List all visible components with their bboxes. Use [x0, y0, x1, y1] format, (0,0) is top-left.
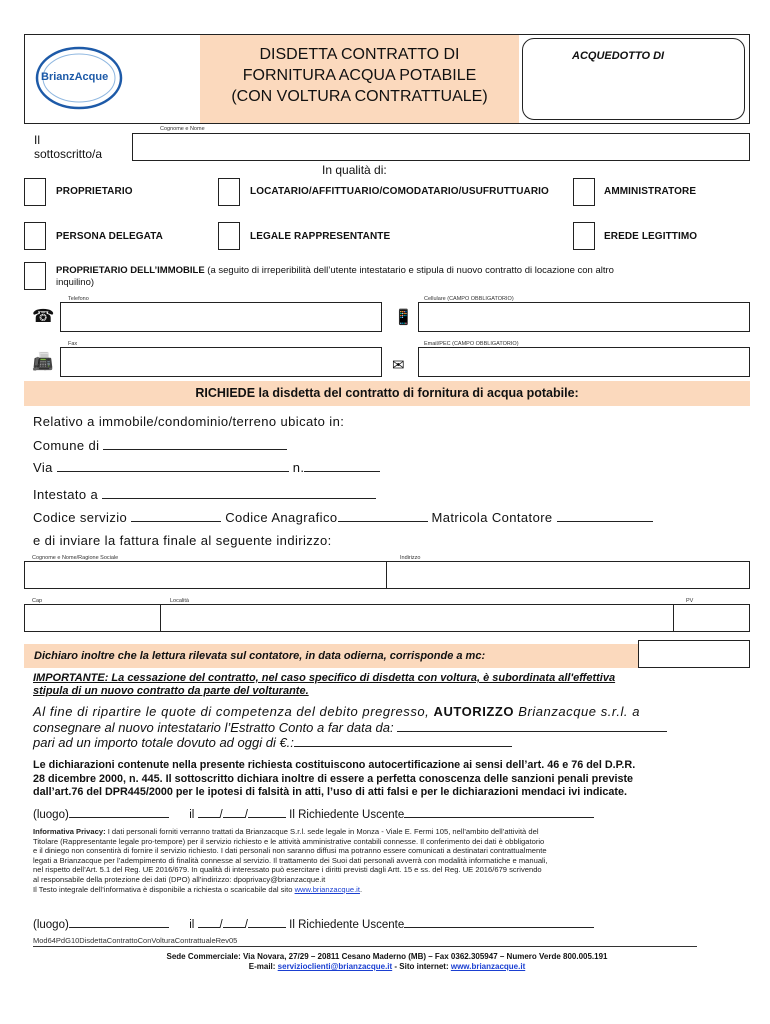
checkbox-erede[interactable] — [573, 222, 595, 250]
label-legale: LEGALE RAPPRESENTANTE — [250, 231, 391, 242]
luogo-blank-2[interactable] — [69, 916, 169, 928]
numero-blank[interactable] — [304, 460, 380, 472]
email-input[interactable] — [418, 347, 750, 377]
request-banner-text: RICHIEDE la disdetta del contratto di fornitura di acqua potabile: — [195, 386, 579, 400]
via-row: Via n. — [33, 460, 380, 475]
fax-caption: Fax — [68, 341, 78, 347]
privacy-text: Informativa Privacy: I dati personali forniti verranno trattati da Brianzacque S.r.l. sede legale in Monza - Viale E. Fermi 105, nell’ambito dell’attività del Titolare (Rappresentante legale pro-tempore) per il servizio richiesto e le attività amministrative contabili connesse. Il conferimento dei dati è obbligatorio e il diniego non consentirà di fornire il servizio richiesto. I dati personali non saranno diffusi ma potranno essere comunicati a destinatari contrattualmente legati a Brianzacque per l’adempimento di finalità connesse al servizio. Il trattamento dei Suoi dati personali avverrà con modalità informatiche e manuali, nel rispetto dell’Art. 5.1 del Reg. UE 2016/679. In qualità di interessato può esercitare i diritti previsti dagli Artt. 15 e ss. del Reg. UE 2016/679 scrivendo al responsabile della protezione dei dati (DPO) all’indirizzo: dpoprivacy@brianzacque.it Il Testo integrale dell’informativa è disponibile a richiesta o scaricabile dal sito www.brianzacque.it. — [33, 827, 548, 894]
pv-caption: PV — [686, 598, 694, 604]
signature-row-2: (luogo) il / / Il Richiedente Uscente — [33, 916, 594, 931]
intestato-row: Intestato a — [33, 487, 376, 502]
footer-website-link[interactable]: www.brianzacque.it — [450, 962, 526, 971]
reading-banner-text: Dichiaro inoltre che la lettura rilevata sul contatore, in data odierna, corrisponde a mc: — [34, 650, 486, 662]
footer-email-link[interactable]: servizioclienti@brianzacque.it — [277, 962, 393, 971]
telefono-input[interactable] — [60, 302, 382, 332]
logo-text: BrianzAcque — [41, 71, 109, 83]
label-amministratore: AMMINISTRATORE — [604, 186, 697, 197]
footer-address: Sede Commerciale: Via Novara, 27/29 – 20811 Cesano Maderno (MB) – Fax 0362.305947 – Numero Verde 800.005.191 — [166, 952, 608, 961]
invio-fattura-text: e di inviare la fattura finale al seguente indirizzo: — [33, 533, 332, 548]
important-note: IMPORTANTE: La cessazione del contratto, nel caso specifico di disdetta con voltura, è subordinata all'effettiva stipula di un nuovo contratto da parte del volturante. — [33, 672, 616, 697]
cap-input[interactable] — [24, 604, 161, 632]
email-caption: Email/PEC (CAMPO OBBLIGATORIO) — [424, 341, 519, 347]
doc-code: Mod64PdG10DisdettaContrattoConVolturaContrattualeRev05 — [33, 936, 238, 945]
via-blank[interactable] — [57, 460, 289, 472]
title-line-3: (CON VOLTURA CONTRATTUALE) — [231, 88, 488, 105]
title-line-1: DISDETTA CONTRATTO DI — [259, 46, 460, 63]
label-erede: EREDE LEGITTIMO — [604, 231, 698, 242]
telefono-caption: Telefono — [68, 296, 89, 302]
mese-blank-2[interactable] — [223, 916, 245, 928]
declaration-text: Le dichiarazioni contenute nella presente richiesta costituiscono autocertificazione ai sensi dell’art. 46 e 76 del D.P.R. 28 dicembre 2000, n. 445. Il sottoscritto dichiara inoltre di essere a perfetta conoscenza delle sanzioni penali previste dall’art.76 del DPR445/2000 per le ipotesi di falsità in atti, l’uso di atti falsi e per le dichiarazioni mendaci ivi indicate. — [33, 759, 636, 798]
checkbox-legale[interactable] — [218, 222, 240, 250]
codice-servizio-blank[interactable] — [131, 510, 221, 522]
label-proprietario: PROPRIETARIO — [56, 186, 133, 197]
cellulare-input[interactable] — [418, 302, 750, 332]
acquedotto-label: ACQUEDOTTO DI — [572, 50, 665, 62]
checkbox-locatario[interactable] — [218, 178, 240, 206]
label-locatario: LOCATARIO/AFFITTUARIO/COMODATARIO/USUFRUTTUARIO — [250, 186, 549, 197]
anno-blank-2[interactable] — [248, 916, 286, 928]
signature-row-1: (luogo) il / / Il Richiedente Uscente — [33, 806, 594, 821]
localita-caption: Località — [170, 598, 189, 604]
checkbox-persona-delegata[interactable] — [24, 222, 46, 250]
cellulare-caption: Cellulare (CAMPO OBBLIGATORIO) — [424, 296, 514, 302]
codici-row: Codice servizio Codice Anagrafico Matricola Contatore — [33, 510, 653, 525]
checkbox-proprietario[interactable] — [24, 178, 46, 206]
subscriber-label: Il sottoscritto/a — [34, 133, 103, 161]
label-proprietario-immobile: PROPRIETARIO DELL’IMMOBILE (a seguito di irreperibilità dell’utente intestatario e stipula di nuovo contratto di locazione con altro inquilino) — [56, 265, 614, 288]
authorize-text: Al fine di ripartire le quote di competenza del debito pregresso, AUTORIZZO Brianzacque s.r.l. a consegnare al nuovo intestatario l’Estratto Conto a far data da: pari ad un importo totale dovuto ad oggi di €.: — [33, 704, 753, 751]
estratto-data-blank[interactable] — [397, 720, 667, 732]
brianzacque-logo — [33, 40, 125, 116]
cap-caption: Cap — [32, 598, 43, 604]
pv-input[interactable] — [673, 604, 750, 632]
localita-input[interactable] — [160, 604, 674, 632]
intestato-blank[interactable] — [102, 487, 376, 499]
nome-ragione-input[interactable] — [24, 561, 387, 589]
firma-blank-1[interactable] — [404, 806, 594, 818]
mobile-phone-icon: 📱 — [394, 309, 413, 326]
importo-blank[interactable] — [294, 735, 512, 747]
relativo-text: Relativo a immobile/condominio/terreno ubicato in: — [33, 414, 345, 429]
indirizzo-caption: Indirizzo — [400, 555, 421, 561]
checkbox-proprietario-immobile[interactable] — [24, 262, 46, 290]
codice-anagrafico-blank[interactable] — [338, 510, 428, 522]
envelope-icon: ✉ — [392, 357, 405, 374]
comune-row: Comune di — [33, 438, 287, 453]
giorno-blank-1[interactable] — [198, 806, 220, 818]
cognome-nome-input[interactable] — [132, 133, 750, 161]
lettura-mc-input[interactable] — [638, 640, 750, 668]
comune-blank[interactable] — [103, 438, 287, 450]
checkbox-amministratore[interactable] — [573, 178, 595, 206]
telephone-icon: ☎ — [32, 306, 55, 326]
indirizzo-input[interactable] — [386, 561, 750, 589]
privacy-website-link[interactable]: www.brianzacque.it — [294, 884, 360, 894]
title-line-2: FORNITURA ACQUA POTABILE — [242, 67, 477, 84]
nome-ragione-caption: Cognome e Nome/Ragione Sociale — [32, 555, 119, 561]
footer-divider — [33, 946, 697, 947]
giorno-blank-2[interactable] — [198, 916, 220, 928]
label-persona-delegata: PERSONA DELEGATA — [56, 231, 163, 242]
fax-input[interactable] — [60, 347, 382, 377]
fax-icon: 📠 — [32, 352, 54, 371]
quality-label: In qualità di: — [322, 163, 387, 177]
firma-blank-2[interactable] — [404, 916, 594, 928]
nome-caption: Cognome e Nome — [160, 126, 205, 132]
mese-blank-1[interactable] — [223, 806, 245, 818]
matricola-blank[interactable] — [557, 510, 653, 522]
luogo-blank-1[interactable] — [69, 806, 169, 818]
header-title — [200, 44, 519, 107]
anno-blank-1[interactable] — [248, 806, 286, 818]
footer-contacts: E-mail: servizioclienti@brianzacque.it - Sito internet: www.brianzacque.it — [248, 962, 526, 971]
